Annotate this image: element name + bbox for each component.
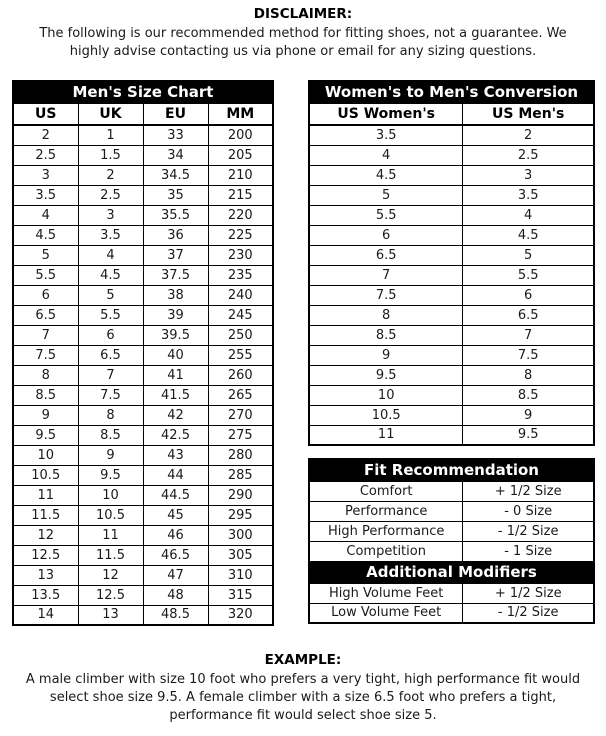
size-cell-us: 7 [13, 325, 78, 345]
size-cell-mens: 2.5 [463, 145, 594, 165]
size-cell-us: 3.5 [13, 185, 78, 205]
size-cell-mens: 8.5 [463, 385, 594, 405]
size-cell-eu: 39.5 [143, 325, 208, 345]
womens-conversion-body [309, 125, 594, 445]
example-title: EXAMPLE: [264, 652, 342, 668]
size-cell-us: 9.5 [13, 425, 78, 445]
size-adjustment-cell: + 1/2 Size [463, 583, 594, 603]
table-row [13, 425, 273, 445]
size-cell-uk: 9 [78, 445, 143, 465]
size-cell-uk: 3.5 [78, 225, 143, 245]
table-row [309, 385, 594, 405]
size-cell-us: 8 [13, 365, 78, 385]
size-cell-mm: 210 [208, 165, 273, 185]
size-cell-womens: 9 [309, 345, 463, 365]
fit-type-cell: Performance [309, 501, 463, 521]
size-cell-us: 11.5 [13, 505, 78, 525]
size-cell-mens: 9.5 [463, 425, 594, 445]
disclaimer-text: The following is our recommended method for fitting shoes, not a guarantee. We highly advise contacting us via phone or email for any sizing questions. [39, 26, 567, 59]
column-header-us-mens: US Men's [463, 103, 594, 125]
table-row [13, 225, 273, 245]
size-cell-uk: 9.5 [78, 465, 143, 485]
size-cell-mm: 240 [208, 285, 273, 305]
womens-conversion-header-row [309, 103, 594, 125]
table-row [13, 305, 273, 325]
table-row [309, 325, 594, 345]
table-row [309, 425, 594, 445]
column-header-us: US [13, 103, 78, 125]
fit-type-cell: High Performance [309, 521, 463, 541]
size-cell-us: 7.5 [13, 345, 78, 365]
size-cell-us: 5 [13, 245, 78, 265]
size-cell-eu: 37.5 [143, 265, 208, 285]
table-row [13, 185, 273, 205]
additional-modifiers-body [309, 583, 594, 623]
size-cell-eu: 47 [143, 565, 208, 585]
size-cell-eu: 44 [143, 465, 208, 485]
size-cell-eu: 44.5 [143, 485, 208, 505]
table-row [309, 603, 594, 623]
size-cell-mm: 315 [208, 585, 273, 605]
size-cell-uk: 1 [78, 125, 143, 145]
size-cell-womens: 10.5 [309, 405, 463, 425]
size-cell-eu: 40 [143, 345, 208, 365]
table-row [309, 365, 594, 385]
table-row [309, 285, 594, 305]
size-cell-us: 4 [13, 205, 78, 225]
size-cell-womens: 7 [309, 265, 463, 285]
size-cell-uk: 13 [78, 605, 143, 625]
womens-conversion-title-row [309, 81, 594, 103]
size-cell-uk: 3 [78, 205, 143, 225]
size-cell-eu: 39 [143, 305, 208, 325]
size-cell-us: 2.5 [13, 145, 78, 165]
fit-type-cell: Competition [309, 541, 463, 561]
size-cell-uk: 6 [78, 325, 143, 345]
size-cell-eu: 34 [143, 145, 208, 165]
size-cell-uk: 4.5 [78, 265, 143, 285]
additional-modifiers-title: Additional Modifiers [309, 561, 594, 583]
size-adjustment-cell: - 1/2 Size [463, 521, 594, 541]
size-cell-uk: 11.5 [78, 545, 143, 565]
size-cell-us: 3 [13, 165, 78, 185]
table-row [13, 525, 273, 545]
table-row [13, 165, 273, 185]
size-cell-mm: 275 [208, 425, 273, 445]
table-row [13, 605, 273, 625]
mens-size-chart-body [13, 125, 273, 625]
size-cell-uk: 12 [78, 565, 143, 585]
size-cell-us: 8.5 [13, 385, 78, 405]
size-cell-eu: 43 [143, 445, 208, 465]
size-cell-eu: 33 [143, 125, 208, 145]
mens-size-chart-title: Men's Size Chart [13, 81, 273, 103]
size-cell-mm: 290 [208, 485, 273, 505]
size-cell-womens: 11 [309, 425, 463, 445]
size-cell-mm: 255 [208, 345, 273, 365]
size-cell-mens: 4 [463, 205, 594, 225]
size-cell-eu: 34.5 [143, 165, 208, 185]
column-header-us-womens: US Women's [309, 103, 463, 125]
size-cell-eu: 36 [143, 225, 208, 245]
table-row [309, 345, 594, 365]
size-cell-uk: 6.5 [78, 345, 143, 365]
mens-size-chart-title-row [13, 81, 273, 103]
size-cell-mens: 2 [463, 125, 594, 145]
size-cell-uk: 7 [78, 365, 143, 385]
size-cell-us: 10.5 [13, 465, 78, 485]
size-cell-uk: 5 [78, 285, 143, 305]
size-cell-uk: 8.5 [78, 425, 143, 445]
size-cell-us: 5.5 [13, 265, 78, 285]
size-cell-uk: 10.5 [78, 505, 143, 525]
size-cell-mm: 250 [208, 325, 273, 345]
size-cell-uk: 12.5 [78, 585, 143, 605]
size-cell-uk: 8 [78, 405, 143, 425]
modifier-type-cell: High Volume Feet [309, 583, 463, 603]
size-cell-mm: 230 [208, 245, 273, 265]
size-cell-eu: 41.5 [143, 385, 208, 405]
size-cell-us: 13.5 [13, 585, 78, 605]
table-row [309, 125, 594, 145]
size-cell-uk: 2 [78, 165, 143, 185]
size-cell-womens: 5.5 [309, 205, 463, 225]
size-cell-us: 2 [13, 125, 78, 145]
table-row [13, 285, 273, 305]
table-row [13, 205, 273, 225]
size-cell-eu: 35.5 [143, 205, 208, 225]
size-cell-womens: 6.5 [309, 245, 463, 265]
womens-conversion-title: Women's to Men's Conversion [309, 81, 594, 103]
table-row [309, 541, 594, 561]
table-row [13, 585, 273, 605]
table-row [309, 501, 594, 521]
size-cell-womens: 9.5 [309, 365, 463, 385]
table-row [13, 505, 273, 525]
size-cell-uk: 5.5 [78, 305, 143, 325]
size-cell-eu: 37 [143, 245, 208, 265]
size-cell-us: 13 [13, 565, 78, 585]
size-cell-womens: 4 [309, 145, 463, 165]
disclaimer-section [0, 6, 606, 61]
size-cell-uk: 10 [78, 485, 143, 505]
size-cell-womens: 10 [309, 385, 463, 405]
size-cell-mens: 6 [463, 285, 594, 305]
size-cell-mm: 205 [208, 145, 273, 165]
mens-size-chart-table [12, 80, 274, 626]
table-row [13, 145, 273, 165]
size-cell-uk: 11 [78, 525, 143, 545]
size-adjustment-cell: - 0 Size [463, 501, 594, 521]
table-row [13, 365, 273, 385]
size-cell-mens: 5 [463, 245, 594, 265]
size-cell-us: 12 [13, 525, 78, 545]
size-cell-us: 12.5 [13, 545, 78, 565]
table-row [13, 565, 273, 585]
column-header-uk: UK [78, 103, 143, 125]
size-cell-mens: 6.5 [463, 305, 594, 325]
fit-recommendation-table [308, 458, 595, 624]
size-cell-uk: 7.5 [78, 385, 143, 405]
table-row [309, 165, 594, 185]
size-cell-eu: 46.5 [143, 545, 208, 565]
size-cell-eu: 38 [143, 285, 208, 305]
womens-conversion-table [308, 80, 595, 446]
size-cell-womens: 8 [309, 305, 463, 325]
mens-size-chart-header-row [13, 103, 273, 125]
size-cell-eu: 42.5 [143, 425, 208, 445]
size-cell-womens: 3.5 [309, 125, 463, 145]
size-cell-mm: 235 [208, 265, 273, 285]
column-header-eu: EU [143, 103, 208, 125]
size-cell-mens: 7.5 [463, 345, 594, 365]
size-cell-eu: 35 [143, 185, 208, 205]
size-cell-us: 4.5 [13, 225, 78, 245]
size-cell-eu: 41 [143, 365, 208, 385]
table-row [13, 125, 273, 145]
size-cell-eu: 48 [143, 585, 208, 605]
table-row [13, 485, 273, 505]
size-cell-uk: 4 [78, 245, 143, 265]
table-row [13, 405, 273, 425]
size-cell-us: 11 [13, 485, 78, 505]
size-cell-uk: 2.5 [78, 185, 143, 205]
size-cell-mm: 310 [208, 565, 273, 585]
size-cell-us: 10 [13, 445, 78, 465]
size-cell-mm: 220 [208, 205, 273, 225]
size-cell-mm: 215 [208, 185, 273, 205]
example-text: A male climber with size 10 foot who prefers a very tight, high performance fit would select shoe size 9.5. A female climber with a size 6.5 foot who prefers a tight, performance fit would select shoe size 5. [25, 672, 581, 723]
table-row [309, 305, 594, 325]
size-adjustment-cell: - 1 Size [463, 541, 594, 561]
table-row [309, 405, 594, 425]
table-row [13, 325, 273, 345]
size-cell-mens: 3.5 [463, 185, 594, 205]
table-row [13, 265, 273, 285]
size-cell-mm: 300 [208, 525, 273, 545]
table-row [309, 245, 594, 265]
size-cell-mens: 7 [463, 325, 594, 345]
example-section [0, 652, 606, 725]
size-cell-mens: 9 [463, 405, 594, 425]
size-cell-womens: 5 [309, 185, 463, 205]
size-cell-us: 6 [13, 285, 78, 305]
size-adjustment-cell: + 1/2 Size [463, 481, 594, 501]
size-cell-mm: 265 [208, 385, 273, 405]
disclaimer-title: DISCLAIMER: [253, 6, 353, 22]
size-cell-mm: 200 [208, 125, 273, 145]
table-row [309, 145, 594, 165]
table-row [309, 205, 594, 225]
size-cell-womens: 8.5 [309, 325, 463, 345]
size-cell-mens: 4.5 [463, 225, 594, 245]
table-row [309, 521, 594, 541]
table-row [13, 445, 273, 465]
size-cell-mm: 285 [208, 465, 273, 485]
size-cell-mm: 270 [208, 405, 273, 425]
size-cell-us: 9 [13, 405, 78, 425]
fit-type-cell: Comfort [309, 481, 463, 501]
size-cell-mm: 320 [208, 605, 273, 625]
size-cell-us: 6.5 [13, 305, 78, 325]
table-row [309, 481, 594, 501]
size-cell-eu: 46 [143, 525, 208, 545]
additional-modifiers-title-row [309, 561, 594, 583]
table-row [13, 345, 273, 365]
table-row [309, 583, 594, 603]
table-row [309, 225, 594, 245]
fit-recommendation-title: Fit Recommendation [309, 459, 594, 481]
size-cell-womens: 4.5 [309, 165, 463, 185]
size-cell-mm: 295 [208, 505, 273, 525]
size-cell-eu: 42 [143, 405, 208, 425]
size-adjustment-cell: - 1/2 Size [463, 603, 594, 623]
fit-recommendation-body [309, 481, 594, 561]
size-cell-womens: 7.5 [309, 285, 463, 305]
table-row [13, 385, 273, 405]
size-cell-eu: 48.5 [143, 605, 208, 625]
size-cell-mm: 260 [208, 365, 273, 385]
size-cell-womens: 6 [309, 225, 463, 245]
size-cell-mm: 245 [208, 305, 273, 325]
size-cell-mens: 3 [463, 165, 594, 185]
modifier-type-cell: Low Volume Feet [309, 603, 463, 623]
table-row [309, 265, 594, 285]
table-row [13, 545, 273, 565]
table-row [13, 245, 273, 265]
size-cell-mens: 5.5 [463, 265, 594, 285]
table-row [13, 465, 273, 485]
size-cell-mm: 225 [208, 225, 273, 245]
size-cell-uk: 1.5 [78, 145, 143, 165]
size-cell-us: 14 [13, 605, 78, 625]
size-cell-mens: 8 [463, 365, 594, 385]
size-cell-eu: 45 [143, 505, 208, 525]
size-cell-mm: 280 [208, 445, 273, 465]
size-cell-mm: 305 [208, 545, 273, 565]
fit-recommendation-title-row [309, 459, 594, 481]
column-header-mm: MM [208, 103, 273, 125]
table-row [309, 185, 594, 205]
